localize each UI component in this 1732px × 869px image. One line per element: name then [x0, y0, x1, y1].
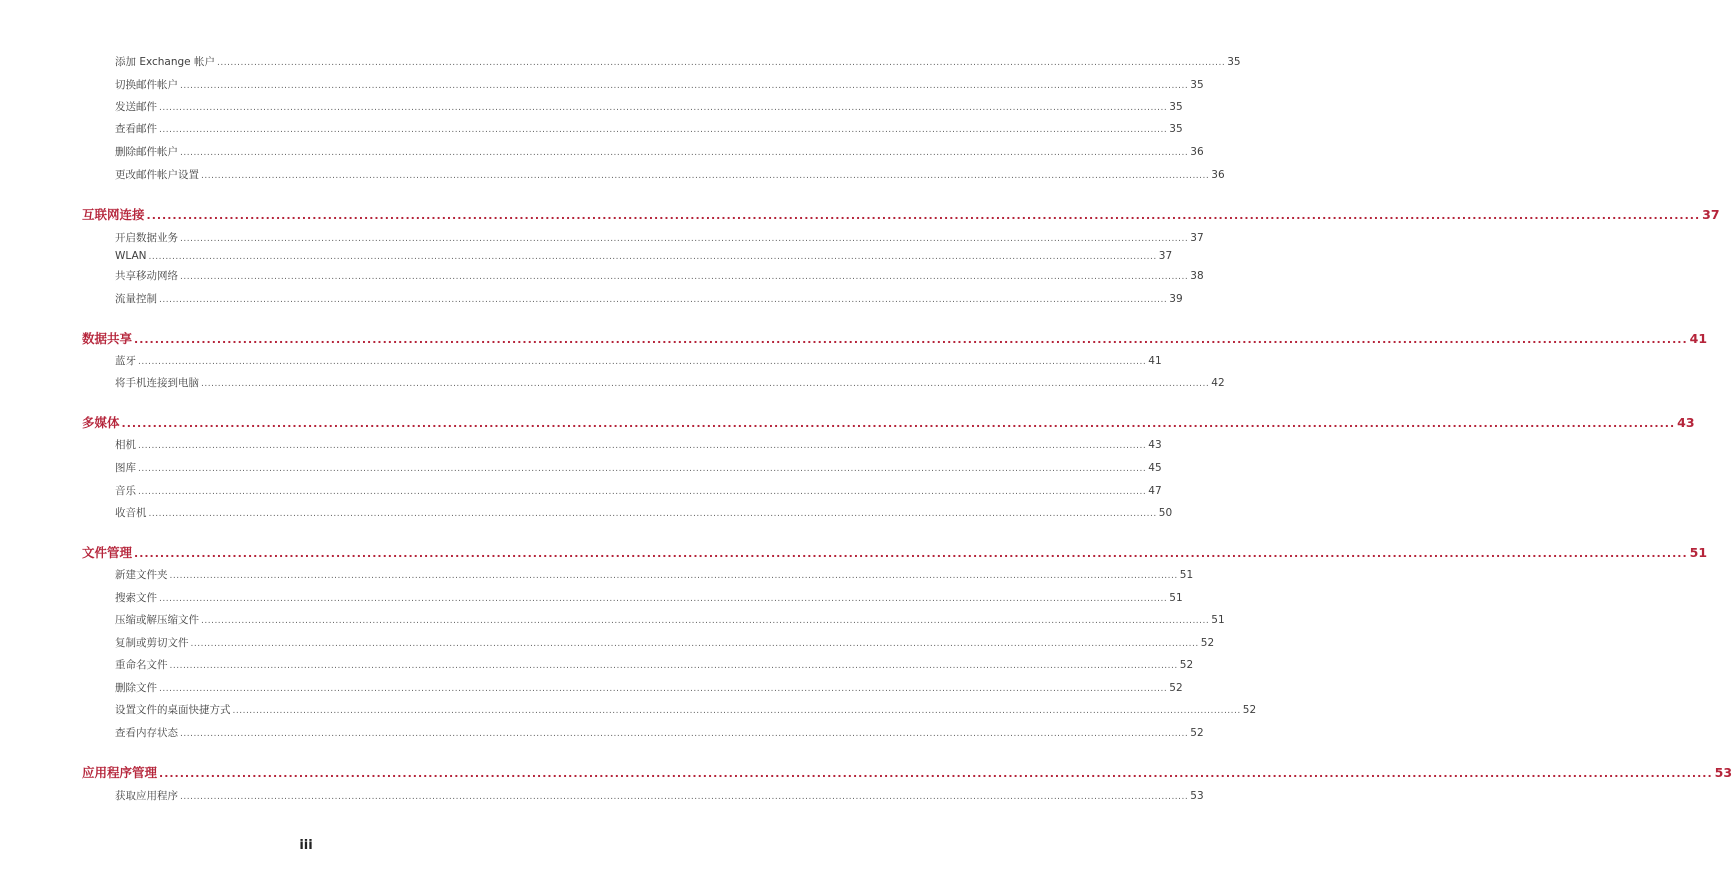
toc-label: 互联网连接 — [82, 207, 145, 222]
toc-label: 更改邮件帐户设置 — [115, 169, 199, 181]
toc-page-number: 41 — [1689, 331, 1708, 346]
toc-label: 获取应用程序 — [115, 790, 178, 802]
toc-entry[interactable] — [115, 702, 1257, 717]
toc-entry[interactable] — [115, 230, 1204, 245]
toc-entry[interactable] — [115, 268, 1204, 283]
toc-page-number: 39 — [1169, 293, 1183, 305]
toc-page-number: 52 — [1190, 727, 1204, 739]
toc-section[interactable] — [82, 413, 1695, 431]
toc-leader-dots: ............................................................................................................................................................................................................................................................................................................ — [148, 252, 1157, 262]
toc-entry[interactable] — [115, 505, 1173, 520]
toc-label: 蓝牙 — [115, 355, 136, 367]
toc-entry[interactable] — [115, 788, 1204, 803]
toc-page-number: 52 — [1242, 704, 1257, 716]
toc-label: 压缩或解压缩文件 — [115, 614, 199, 626]
toc-page-number: 36 — [1211, 169, 1225, 181]
toc-leader-dots: ............................................................................................................................................................................................................................................................................................................ — [134, 547, 1688, 560]
toc-entry[interactable] — [115, 635, 1215, 650]
toc-entry[interactable] — [115, 460, 1162, 475]
toc-label: 多媒体 — [82, 415, 120, 430]
toc-label: 文件管理 — [82, 545, 133, 560]
toc-page-number: 43 — [1677, 415, 1695, 430]
toc-page-number: 47 — [1148, 485, 1162, 497]
toc-label: 添加 Exchange 帐户 — [115, 56, 215, 68]
toc-leader-dots: ............................................................................................................................................................................................................................................................................................................ — [134, 333, 1688, 346]
toc-section[interactable] — [82, 205, 1720, 223]
toc-section[interactable] — [82, 763, 1732, 781]
toc-page-number: 35 — [1190, 79, 1204, 91]
toc-entry[interactable] — [115, 144, 1204, 159]
toc-label: 开启数据业务 — [115, 232, 178, 244]
toc-page-number: 35 — [1169, 101, 1183, 113]
toc-leader-dots: ............................................................................................................................................................................................................................................................................................................ — [159, 125, 1168, 135]
toc-page-number: 38 — [1190, 270, 1204, 282]
toc-label: 搜索文件 — [115, 592, 157, 604]
toc-entry[interactable] — [115, 291, 1183, 306]
toc-entry[interactable] — [115, 567, 1194, 582]
toc-page-number: 53 — [1190, 790, 1204, 802]
toc-label: 复制或剪切文件 — [115, 637, 189, 649]
toc-leader-dots: ............................................................................................................................................................................................................................................................................................................ — [148, 509, 1157, 519]
toc-entry[interactable] — [115, 54, 1241, 69]
toc-label: 发送邮件 — [115, 101, 157, 113]
toc-leader-dots: ............................................................................................................................................................................................................................................................................................................ — [190, 639, 1199, 649]
toc-page-number: 50 — [1158, 507, 1173, 519]
toc-entry[interactable] — [115, 167, 1225, 182]
toc-leader-dots: ............................................................................................................................................................................................................................................................................................................ — [216, 58, 1226, 68]
toc-page-number: 51 — [1211, 614, 1225, 626]
toc-section[interactable] — [82, 329, 1708, 347]
toc-entry[interactable] — [115, 483, 1162, 498]
toc-page-number: 37 — [1190, 232, 1204, 244]
page-number: iii — [299, 838, 313, 853]
toc-label: 应用程序管理 — [82, 765, 158, 780]
toc-label: 重命名文件 — [115, 659, 168, 671]
toc-leader-dots: ............................................................................................................................................................................................................................................................................................................ — [138, 441, 1147, 451]
toc-label: 删除邮件帐户 — [115, 146, 178, 158]
toc-label: 共享移动网络 — [115, 270, 178, 282]
toc-leader-dots: ............................................................................................................................................................................................................................................................................................................ — [138, 464, 1147, 474]
toc-leader-dots: ............................................................................................................................................................................................................................................................................................................ — [180, 148, 1189, 158]
toc-leader-dots: ............................................................................................................................................................................................................................................................................................................ — [146, 209, 1701, 222]
toc-leader-dots: ............................................................................................................................................................................................................................................................................................................ — [169, 661, 1178, 671]
toc-page-number: 42 — [1211, 377, 1225, 389]
toc-leader-dots: ............................................................................................................................................................................................................................................................................................................ — [180, 234, 1189, 244]
toc-label: 流量控制 — [115, 293, 157, 305]
toc-entry[interactable] — [115, 375, 1225, 390]
toc-page-number: 37 — [1702, 207, 1720, 222]
toc-label: 查看邮件 — [115, 123, 157, 135]
toc-label: 查看内存状态 — [115, 727, 178, 739]
toc-label: 删除文件 — [115, 682, 157, 694]
toc-leader-dots: ............................................................................................................................................................................................................................................................................................................ — [180, 272, 1189, 282]
toc-entry[interactable] — [115, 657, 1194, 672]
toc-page-number: 41 — [1148, 355, 1162, 367]
toc-label: 设置文件的桌面快捷方式 — [115, 704, 231, 716]
toc-leader-dots: ............................................................................................................................................................................................................................................................................................................ — [121, 417, 1676, 430]
toc-page-number: 35 — [1227, 56, 1241, 68]
toc-entry[interactable] — [115, 612, 1225, 627]
toc-label: 相机 — [115, 439, 136, 451]
toc-page-number: 51 — [1689, 545, 1708, 560]
toc-page-number: 52 — [1200, 637, 1215, 649]
toc-entry[interactable] — [115, 353, 1162, 368]
toc-entry[interactable] — [115, 77, 1204, 92]
toc-leader-dots: ............................................................................................................................................................................................................................................................................................................ — [180, 729, 1189, 739]
toc-page-number: 53 — [1714, 765, 1732, 780]
toc-leader-dots: ............................................................................................................................................................................................................................................................................................................ — [159, 684, 1168, 694]
toc-leader-dots: ............................................................................................................................................................................................................................................................................................................ — [159, 295, 1168, 305]
toc-leader-dots: ............................................................................................................................................................................................................................................................................................................ — [138, 357, 1147, 367]
toc-leader-dots: ............................................................................................................................................................................................................................................................................................................ — [201, 379, 1210, 389]
toc-label: 图库 — [115, 462, 136, 474]
toc-leader-dots: ............................................................................................................................................................................................................................................................................................................ — [201, 171, 1210, 181]
toc-label: 新建文件夹 — [115, 569, 168, 581]
toc-page-number: 51 — [1169, 592, 1183, 604]
toc-leader-dots: ............................................................................................................................................................................................................................................................................................................ — [169, 571, 1178, 581]
toc-page-number: 43 — [1148, 439, 1162, 451]
toc-leader-dots: ............................................................................................................................................................................................................................................................................................................ — [180, 81, 1189, 91]
toc-leader-dots: ............................................................................................................................................................................................................................................................................................................ — [159, 767, 1713, 780]
toc-page-number: 52 — [1169, 682, 1183, 694]
toc-leader-dots: ............................................................................................................................................................................................................................................................................................................ — [232, 706, 1241, 716]
toc-entry[interactable] — [115, 590, 1183, 605]
toc-page-number: 37 — [1158, 250, 1173, 262]
toc-entry[interactable] — [115, 99, 1183, 114]
toc-leader-dots: ............................................................................................................................................................................................................................................................................................................ — [180, 792, 1189, 802]
toc-leader-dots: ............................................................................................................................................................................................................................................................................................................ — [138, 487, 1147, 497]
toc-leader-dots: ............................................................................................................................................................................................................................................................................................................ — [159, 594, 1168, 604]
toc-page-number: 51 — [1179, 569, 1194, 581]
toc-entry[interactable] — [115, 121, 1183, 136]
toc-entry[interactable] — [115, 680, 1183, 695]
toc-label: 收音机 — [115, 507, 147, 519]
toc-page-number: 52 — [1179, 659, 1194, 671]
toc-section[interactable] — [82, 543, 1708, 561]
toc-entry[interactable] — [115, 250, 1173, 262]
toc-label: WLAN — [115, 250, 147, 262]
toc-page-number: 36 — [1190, 146, 1204, 158]
toc-entry[interactable] — [115, 437, 1162, 452]
toc-entry[interactable] — [115, 725, 1204, 740]
toc-label: 音乐 — [115, 485, 136, 497]
toc-page-number: 45 — [1148, 462, 1162, 474]
toc-leader-dots: ............................................................................................................................................................................................................................................................................................................ — [201, 616, 1210, 626]
toc-label: 数据共享 — [82, 331, 133, 346]
toc-label: 切换邮件帐户 — [115, 79, 178, 91]
toc-leader-dots: ............................................................................................................................................................................................................................................................................................................ — [159, 103, 1168, 113]
toc-page-number: 35 — [1169, 123, 1183, 135]
toc-label: 将手机连接到电脑 — [115, 377, 199, 389]
